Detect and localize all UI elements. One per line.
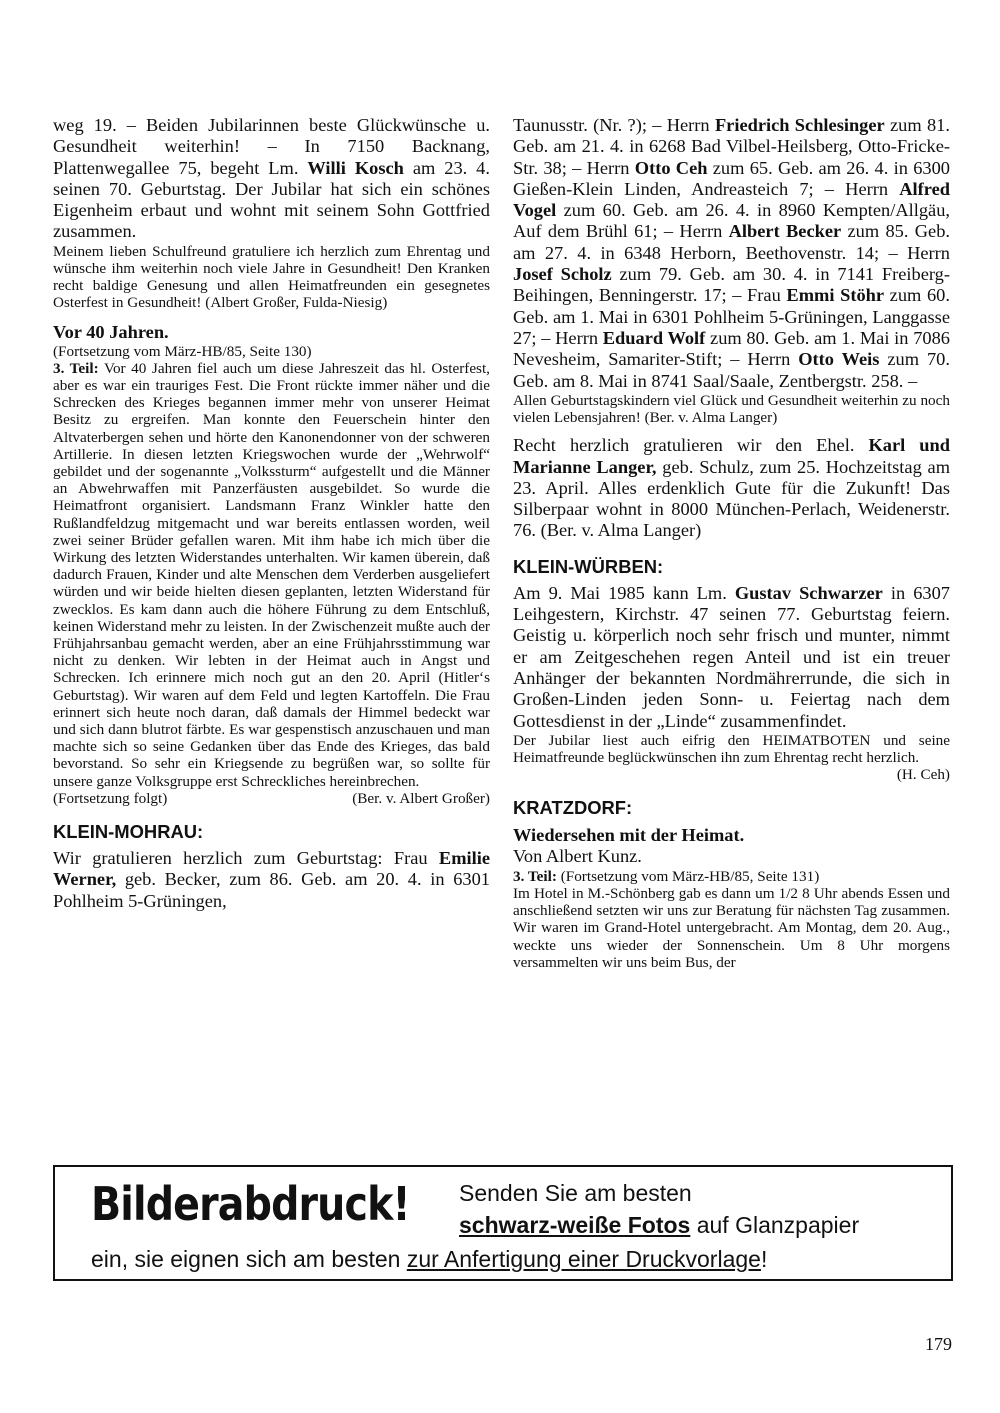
schwarzer-paragraph (513, 583, 950, 732)
text-run: Der Jubilar liest auch eifrig den HEIMATBOTEN und seine Heimatfreunde beglückwünschen ihn zum Ehrentag recht herzlich. (513, 731, 950, 767)
text-run: Wir gratulieren herzlich zum Geburtstag: Frau (53, 848, 439, 869)
banner-underlined: zur Anfertigung einer Druckvorlage (406, 1246, 761, 1272)
jubilar-name: Otto Ceh (634, 157, 708, 178)
heading-vor-40-jahren: Vor 40 Jahren. (53, 321, 169, 342)
text-run: geb. Schulz, zum 25. Hochzeitstag am 23. April. Alles erdenklich Gute für die Zukunft! Das Silberpaar wohnt in 8000 München-Perlach, Weidenerstr. 76. (Ber. v. Alma Langer) (513, 456, 951, 541)
jubilar-name: Otto Weis (798, 349, 880, 370)
story-text (53, 360, 490, 790)
text-run: (Fortsetzung vom März-HB/85, Seite 131) (556, 867, 820, 885)
text-run: zum 80. Geb. am 1. Mai in 7086 Nevesheim, Samariter-Stift; – Herrn (513, 327, 950, 370)
jubilar-name: Emmi Stöhr (786, 285, 885, 306)
page-number: 179 (925, 1334, 952, 1354)
text-run: ! (760, 1246, 768, 1272)
jubilar-name: Friedrich Schlesinger (714, 115, 885, 135)
text-run: zum 81. Geb. am 21. 4. in 6268 Bad Vilbel-Heilsberg, Otto-Fricke-Str. 38; – Herrn (513, 115, 950, 178)
jubilar-name: Emilie Werner, (53, 848, 490, 890)
kratzdorf-story: Im Hotel in M.-Schönberg gab es dann um 1/2 8 Uhr abends Essen und anschließend setzten wir uns zur Beratung für nächsten Tag zusammen. Wir waren im Grand-Hotel untergebracht. Am Montag, dem 20. Aug., weckte uns wieder der Sonnenschein. Um 8 Uhr morgens versammelten wir uns beim Bus, der (513, 884, 950, 971)
banner-emphasis: schwarz-weiße Fotos (459, 1212, 691, 1238)
text-run: Taunusstr. (Nr. ?); – Herrn (513, 115, 715, 135)
jubilar-name: Willi Kosch (307, 157, 404, 178)
text-run: zum 65. Geb. am 26. 4. in 6300 Gießen-Klein Linden, Andreasteich 7; – Herrn (513, 157, 950, 199)
banner-headline: Bilderabdruck! (91, 1177, 410, 1231)
mohrau-paragraph (53, 848, 490, 912)
photo-request-banner (53, 1165, 953, 1281)
teil-label: 3. Teil: (53, 359, 99, 377)
fortsetzung-note: (Fortsetzung vom März-HB/85, Seite 130) (53, 342, 312, 360)
anniversary-paragraph (513, 435, 950, 541)
continued-note: (Fortsetzung folgt) (53, 789, 168, 807)
author-ceh: (H. Ceh) (896, 766, 950, 784)
jubilar-note (513, 732, 950, 766)
jubilar-name: Albert Becker (728, 221, 842, 242)
birthday-list-paragraph (513, 115, 950, 392)
text-run: geb. Becker, zum 86. Geb. am 20. 4. in 6301 Pohlheim 5-Grüningen, (53, 869, 490, 911)
author-byline: Von Albert Kunz. (513, 846, 642, 867)
text-run: zum 60. Geb. am 26. 4. in 8960 Kempten/Allgäu, Auf dem Brühl 61; – Herrn (513, 200, 950, 242)
text-run: auf Glanzpapier (690, 1212, 860, 1238)
text-run: am 23. 4. seinen 70. Geburtstag. Der Jubilar hat sich ein schönes Eigenheim erbaut und wohnt mit seinem Sohn Gottfried zusammen. (53, 157, 490, 242)
couple-name: Karl und Marianne Langer, (513, 435, 950, 477)
text-run: Recht herzlich gratulieren wir den Ehel. (513, 435, 869, 456)
heading-klein-mohrau: KLEIN-MOHRAU: (53, 821, 204, 843)
text-run: zum 79. Geb. am 30. 4. in 7141 Freiberg-Beihingen, Benningerstr. 17; – Frau (513, 264, 950, 306)
left-paragraph-1 (53, 115, 490, 243)
author-credit: (Ber. v. Albert Großer) (352, 789, 490, 807)
birthday-wishes: Allen Geburtstagskindern viel Glück und Gesundheit weiterhin zu noch vielen Lebensjahren! (Ber. v. Alma Langer) (513, 391, 950, 427)
left-paragraph-2: Meinem lieben Schulfreund gratuliere ich herzlich zum Ehrentag und wünsche ihm weiterhin noch viele Jahre in Gesundheit! Den Kranken recht baldige Genesung und allen Heimatfreunden ein gesegnetes Osterfest in Gesundheit! (Albert Großer, Fulda-Niesig) (53, 242, 490, 312)
text-run: ein, sie eignen sich am besten (91, 1246, 407, 1272)
heading-klein-wuerben: KLEIN-WÜRBEN: (513, 555, 664, 577)
text-run: zum 70. Geb. am 8. Mai in 8741 Saal/Saale, Zentbergstr. 258. – (513, 349, 950, 391)
jubilar-name: Alfred Vogel (513, 178, 950, 221)
heading-kratzdorf: KRATZDORF: (513, 797, 633, 819)
heading-wiedersehen: Wiedersehen mit der Heimat. (513, 825, 745, 846)
text-run: in 6307 Leihgestern, Kirchstr. 47 seinen 77. Geburtstag feiern. Geistig u. körperlich noch sehr frisch und munter, nimmt er am Zeitgeschehen regen Anteil und ist ein treuer Anhänger der bekannten Nordmährerrunde, die sich in Großen-Linden jeden Sonn- u. Feiertag nach dem Gottesdienst in der „Linde“ zusammenfindet. (513, 582, 950, 731)
text-run: zum 85. Geb. am 27. 4. in 6348 Herborn, Beethovenstr. 14; – Herrn (513, 221, 951, 263)
left-column (53, 115, 490, 912)
fortsetzung-note (513, 868, 950, 885)
text-run: Vor 40 Jahren fiel auch um diese Jahreszeit das hl. Osterfest, aber es war ein trauriges Fest. Die Front rückte immer näher und die Schrecken des Krieges begannen immer mehr von unserer Heimat Besitz zu ergreifen. Man konnte den Feuerschein hinter den Altvaterbergen sehen und hörte den Kanonendonner von der schweren Artillerie. In diesen letzten Kriegswochen wurde der „Wehrwolf“ gebildet und der sogenannte „Volkssturm“ aufgestellt und die Männer an Abwehrwaffen mit Panzerfäusten ausgebildet. So wurde die Heimatfront organisiert. Landsmann Franz Winkler hatte den Rußlandfeldzug mitgemacht und war bereits entlassen worden, weil zwei seiner Brüder gefallen waren. Mit ihm habe ich mich über die Wirkung des letzten Widerstandes unterhalten. Wir kamen überein, daß dadurch Frauen, Kinder und alte Menschen dem Verderben ausgeliefert würden und wir beide hielten diesen geplanten, letzten Widerstand für zwecklos. Es kam dann auch die höhere Führung zu dem Entschluß, keinen Widerstand mehr zu leisten. In der Zwischenzeit mußte auch der Frühjahrsanbau gemacht werden, aber an eine Frühjahrsstimmung war nicht zu denken. Wir lebten in der Heimat auch in Angst und Schrecken. Ich erinnere mich noch gut an den 20. April (Hitler‘s Geburtstag). Wir waren auf dem Feld und legten Kartoffeln. Die Frau erinnert sich heute noch daran, daß damals der Himmel bedeckt war und sich dann blutrot färbte. Es war gespenstisch anzuschauen und man machte sich so seine Gedanken über das Ende des Krieges, das bald bevorstand. So sehr ein Kriegsende zu begrüßen war, so sollte für unsere ganze Volksgruppe erst Schreckliches hereinbrechen. (53, 359, 490, 790)
text-run: weg 19. – Beiden Jubilarinnen beste Glückwünsche u. Gesundheit weiterhin! – In 7150 Backnang, Plattenwegallee 75, begeht Lm. (53, 115, 490, 178)
jubilar-name: Eduard Wolf (602, 327, 706, 348)
text-run: zum 60. Geb. am 1. Mai in 6301 Pohlheim 5-Grüningen, Langgasse 27; – Herrn (513, 285, 950, 348)
right-column (513, 115, 950, 971)
banner-line-3 (91, 1245, 767, 1273)
teil-label: 3. Teil: (513, 867, 557, 885)
text-run: Am 9. Mai 1985 kann Lm. (513, 582, 735, 603)
banner-line-1: Senden Sie am besten (459, 1180, 692, 1206)
jubilar-name: Josef Scholz (513, 264, 612, 285)
banner-line-2 (459, 1211, 859, 1239)
jubilar-name: Gustav Schwarzer (734, 582, 883, 603)
story-footer (53, 790, 490, 807)
